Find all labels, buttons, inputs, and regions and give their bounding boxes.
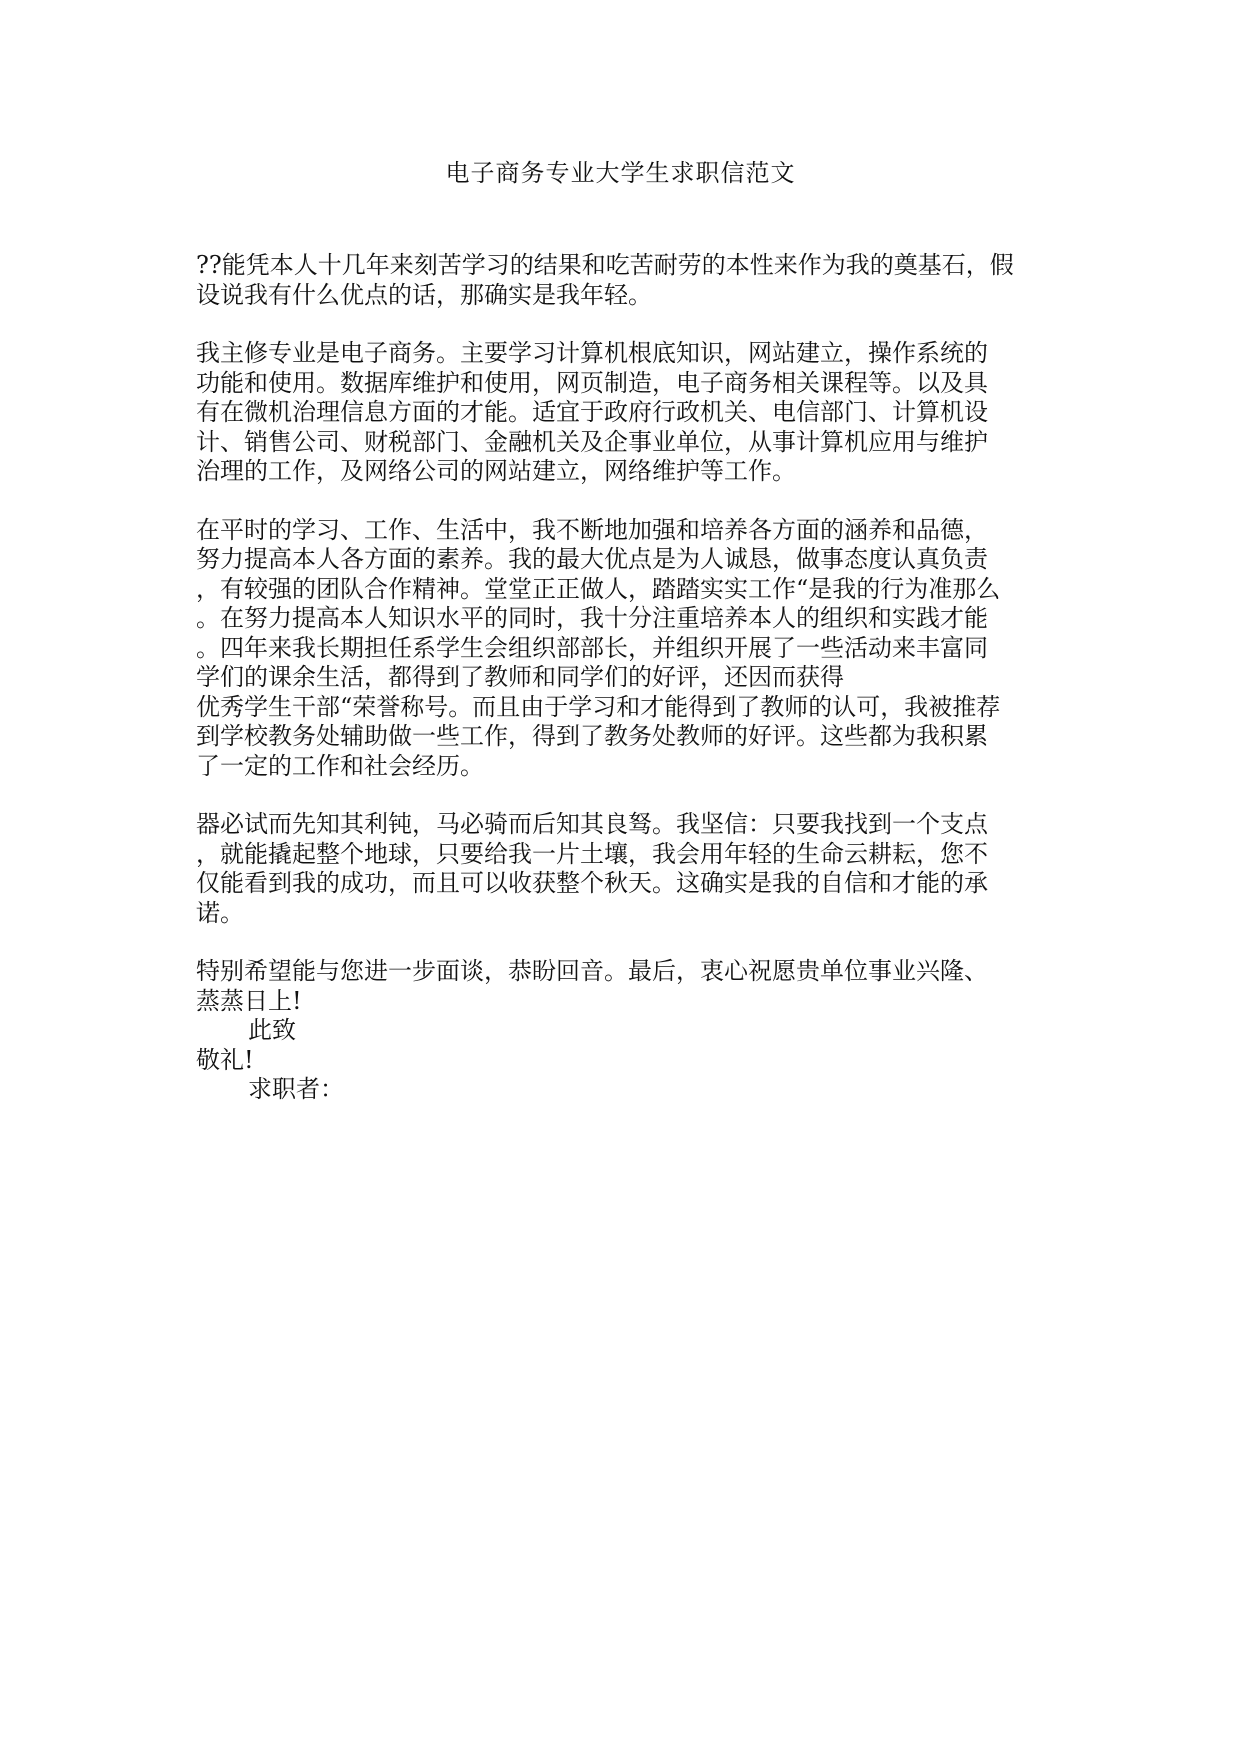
- text-line: 学们的课余生活，都得到了教师和同学们的好评，还因而获得: [196, 663, 844, 691]
- text-line: 。四年来我长期担任系学生会组织部部长，并组织开展了一些活动来丰富同: [196, 633, 988, 662]
- text-line: 有在微机治理信息方面的才能。适宜于政府行政机关、电信部门、计算机设: [196, 398, 988, 426]
- signature-label: 求职者：: [248, 1075, 344, 1103]
- paragraph-intro: [196, 251, 1056, 310]
- text-line: 。在努力提高本人知识水平的同时，我十分注重培养本人的组织和实践才能: [196, 604, 988, 632]
- text-line: 了一定的工作和社会经历。: [196, 751, 484, 780]
- regards: 敬礼!: [196, 1045, 254, 1074]
- text-line: 特别希望能与您进一步面谈，恭盼回音。最后，衷心祝愿贵单位事业兴隆、: [196, 957, 988, 985]
- text-line: ??能凭本人十几年来刻苦学习的结果和吃苦耐劳的本性来作为我的奠基石，假: [196, 251, 1014, 279]
- text-line: 蒸蒸日上!: [196, 986, 302, 1015]
- text-line: 到学校教务处辅助做一些工作，得到了教务处教师的好评。这些都为我积累: [196, 722, 988, 750]
- text-line: 功能和使用。数据库维护和使用，网页制造，电子商务相关课程等。以及具: [196, 368, 988, 397]
- text-line: ，就能撬起整个地球，只要给我一片土壤，我会用年轻的生命云耕耘，您不: [196, 839, 988, 868]
- text-line: 在平时的学习、工作、生活中，我不断地加强和培养各方面的涵养和品德，: [196, 515, 988, 544]
- text-line: 诺。: [196, 898, 244, 927]
- letter-body: [196, 251, 1056, 1105]
- document-title: 电子商务专业大学生求职信范文: [445, 159, 796, 187]
- text-line: 器必试而先知其利钝，马必骑而后知其良驽。我坚信：只要我找到一个支点: [196, 810, 988, 838]
- paragraph-experience: [196, 516, 1056, 782]
- text-line: 优秀学生干部“荣誉称号。而且由于学习和才能得到了教师的认可，我被推荐: [196, 692, 1001, 721]
- text-line: 努力提高本人各方面的素养。我的最大优点是为人诚恳，做事态度认真负责: [196, 545, 988, 573]
- text-line: 计、销售公司、财税部门、金融机关及企事业单位，从事计算机应用与维护: [196, 427, 988, 456]
- text-line: 治理的工作，及网络公司的网站建立，网络维护等工作。: [196, 457, 796, 485]
- text-line: 仅能看到我的成功，而且可以收获整个秋天。这确实是我的自信和才能的承: [196, 869, 988, 897]
- paragraph-confidence: [196, 810, 1056, 928]
- salutation: 此致: [248, 1016, 296, 1044]
- paragraph-closing: [196, 957, 1056, 1105]
- text-line: 设说我有什么优点的话，那确实是我年轻。: [196, 280, 652, 309]
- paragraph-major: [196, 339, 1056, 487]
- text-line: 我主修专业是电子商务。主要学习计算机根底知识，网站建立，操作系统的: [196, 339, 988, 367]
- text-line: ，有较强的团队合作精神。堂堂正正做人，踏踏实实工作“是我的行为准那么: [196, 574, 1001, 603]
